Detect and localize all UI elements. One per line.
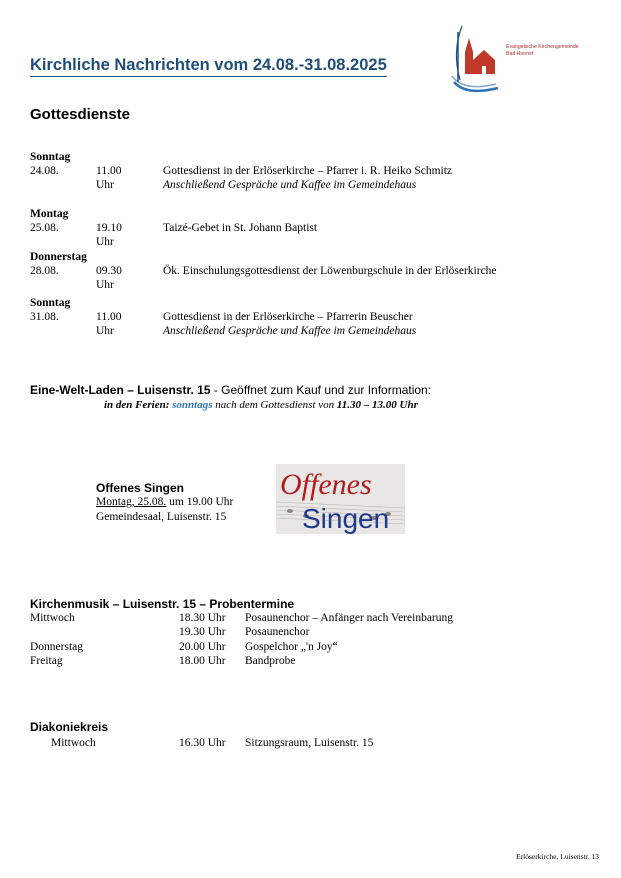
rehearsal-day: Freitag: [30, 655, 63, 667]
rehearsal-group: Gospelchor „'n Joy“: [245, 641, 338, 653]
service-description: Ök. Einschulungsgottesdienst der Löwenburgschule in der Erlöserkirche: [163, 265, 497, 277]
section-heading-gottesdienste: Gottesdienste: [30, 106, 131, 123]
diakoniekreis-row: [30, 737, 590, 751]
eine-welt-laden-hours: [104, 399, 418, 411]
service-entry: [30, 296, 417, 338]
hours-middle: nach dem Gottesdienst von: [212, 399, 337, 411]
rehearsal-day: Donnerstag: [30, 641, 84, 653]
rehearsal-time: 18.30 Uhr: [179, 612, 226, 624]
church-logo: [448, 22, 598, 96]
diakoniekreis-place: Sitzungsraum, Luisenstr. 15: [245, 737, 374, 749]
page-footer: Erlöserkirche, Luisenstr. 13: [516, 852, 599, 861]
church-icon: [448, 22, 508, 96]
service-description: Gottesdienst in der Erlöserkirche – Pfarrer i. R. Heiko Schmitz: [163, 165, 453, 177]
kirchenmusik-title: Kirchenmusik – Luisenstr. 15 – Probentermine: [30, 597, 295, 611]
service-note: Anschließend Gespräche und Kaffee im Gemeindehaus: [163, 179, 417, 191]
sheet-music-graphic: [276, 464, 405, 534]
logo-line1: Evangelische Kirchengemeinde: [506, 44, 579, 50]
service-description: Gottesdienst in der Erlöserkirche – Pfarrerin Beuscher: [163, 311, 413, 323]
eine-welt-laden-text: - Geöffnet zum Kauf und zur Information:: [210, 383, 432, 397]
diakoniekreis-title: Diakoniekreis: [30, 720, 109, 734]
logo-line2: Bad Honnef: [506, 51, 534, 57]
rehearsal-time: 20.00 Uhr: [179, 641, 226, 653]
service-entry: [30, 150, 453, 192]
image-word-offenes: Offenes: [280, 468, 372, 501]
service-entry: [30, 250, 497, 291]
service-day: Sonntag: [30, 151, 71, 163]
eine-welt-laden-title: Eine-Welt-Laden – Luisenstr. 15: [30, 383, 211, 397]
rehearsal-group: Posaunenchor – Anfänger nach Vereinbarung: [245, 612, 453, 624]
offenes-singen-title: Offenes Singen: [96, 481, 185, 495]
eine-welt-laden-line: [30, 383, 431, 397]
service-day: Sonntag: [30, 297, 71, 309]
service-note: Anschließend Gespräche und Kaffee im Gemeindehaus: [163, 325, 417, 337]
service-date: 28.08.: [30, 265, 59, 277]
service-date: 31.08.: [30, 311, 59, 323]
offenes-singen-place: Gemeindesaal, Luisenstr. 15: [96, 511, 227, 523]
service-date: 24.08.: [30, 165, 59, 177]
diakoniekreis-time: 16.30 Uhr: [179, 737, 226, 749]
hours-time: 11.30 – 13.00 Uhr: [336, 399, 418, 411]
rehearsal-group: Bandprobe: [245, 655, 296, 667]
service-date: 25.08.: [30, 222, 59, 234]
service-day: Donnerstag: [30, 251, 87, 263]
service-time: 11.00 Uhr: [96, 311, 122, 337]
service-time: 11.00 Uhr: [96, 165, 122, 191]
service-time: 09.30 Uhr: [96, 265, 122, 291]
offenes-singen-datetime: [96, 496, 233, 508]
service-day: Montag: [30, 208, 69, 220]
page-title: Kirchliche Nachrichten vom 24.08.-31.08.2025: [30, 56, 387, 77]
diakoniekreis-day: Mittwoch: [51, 737, 96, 749]
rehearsal-day: Mittwoch: [30, 612, 75, 624]
offenes-singen-image: [276, 464, 405, 534]
rehearsal-time: 19.30 Uhr: [179, 626, 226, 638]
rehearsal-time: 18.00 Uhr: [179, 655, 226, 667]
offenes-singen-time: um 19.00 Uhr: [166, 496, 234, 508]
image-word-singen: Singen: [302, 503, 390, 534]
hours-prefix: in den Ferien:: [104, 399, 173, 411]
service-description: Taizé-Gebet in St. Johann Baptist: [163, 222, 318, 234]
offenes-singen-date: Montag, 25.08.: [96, 496, 167, 508]
service-entry: [30, 207, 318, 248]
hours-day: sonntags: [172, 399, 213, 411]
rehearsal-group: Posaunenchor: [245, 626, 310, 638]
service-time: 19.10 Uhr: [96, 222, 122, 248]
